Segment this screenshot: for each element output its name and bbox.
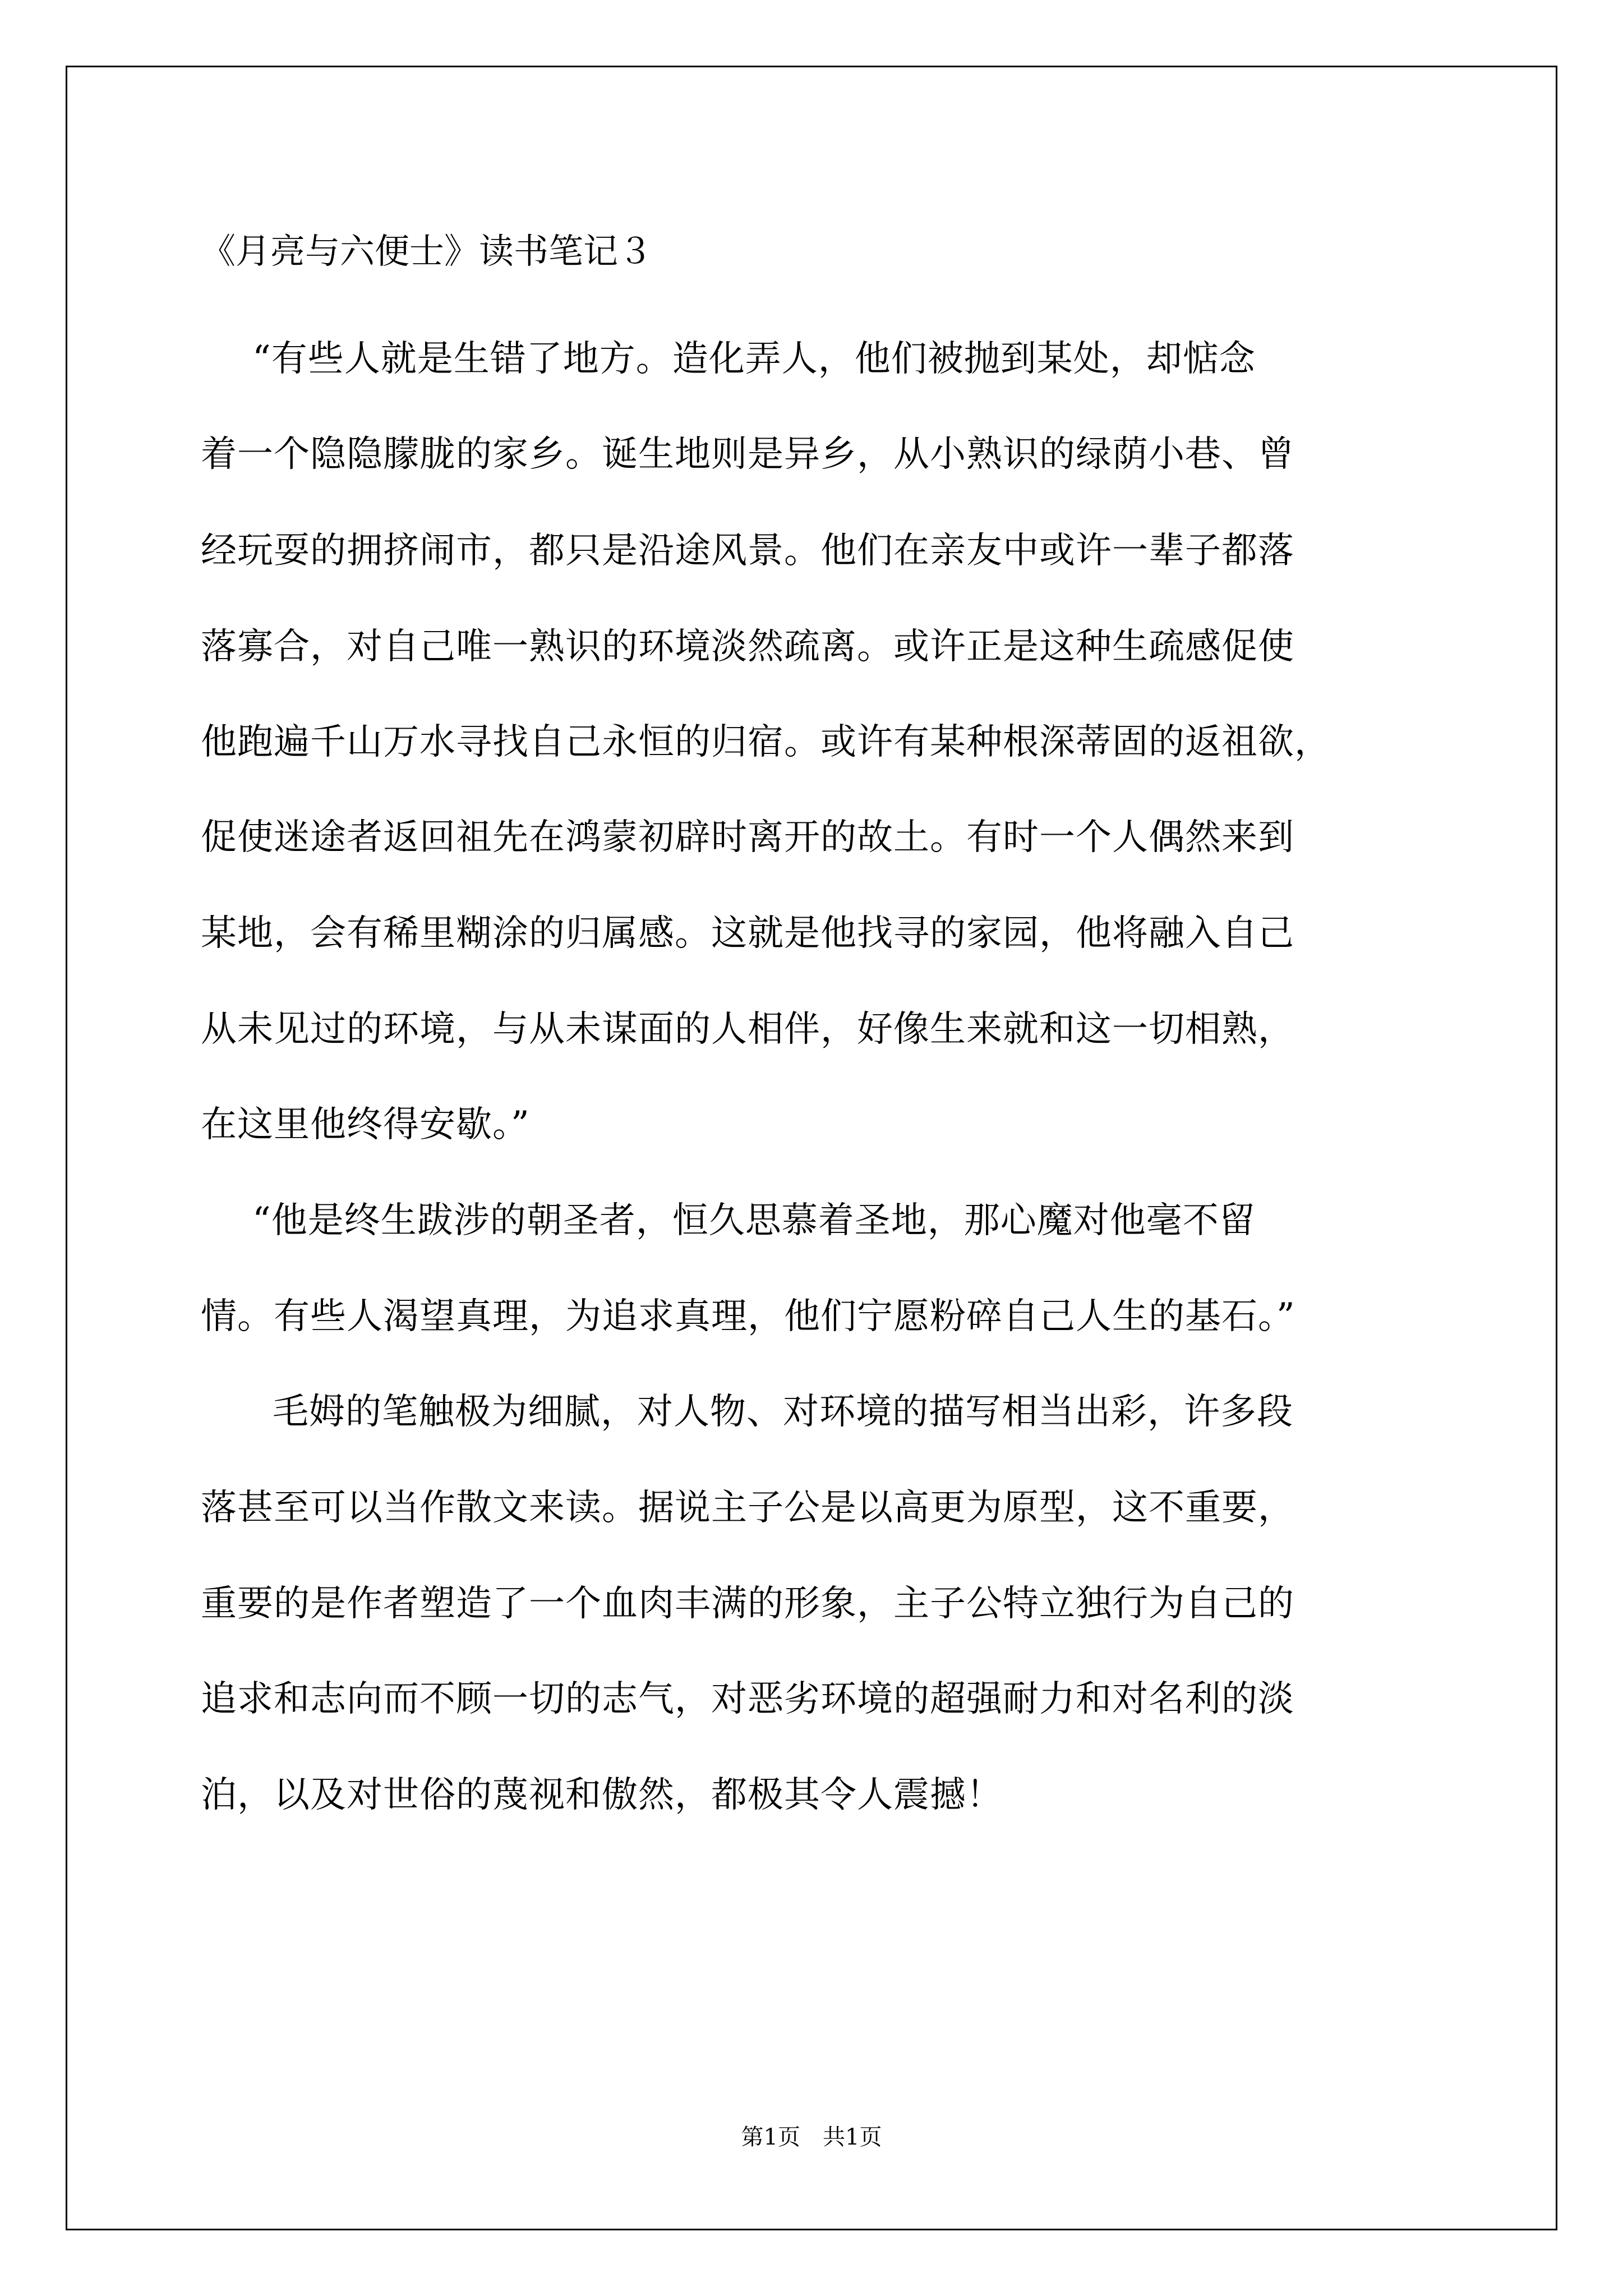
- document-title: 《月亮与六便士》读书笔记３: [201, 231, 653, 272]
- paragraph-line: 重要的是作者塑造了一个血肉丰满的形象，主子公特立独行为自己的: [201, 1583, 1294, 1625]
- paragraph-line: 从未见过的环境，与从未谋面的人相伴，好像生来就和这一切相熟，: [201, 1009, 1294, 1050]
- paragraph-line: 落寡合，对自己唯一熟识的环境淡然疏离。或许正是这种生疏感促使: [201, 626, 1294, 668]
- paragraph-line: 某地，会有稀里糊涂的归属感。这就是他找寻的家园，他将融入自己: [201, 913, 1294, 954]
- paragraph-line: 泊，以及对世俗的蔑视和傲然，都极其令人震撼！: [201, 1774, 1003, 1816]
- paragraph-line: 情。有些人渴望真理，为追求真理，他们宁愿粉碎自己人生的基石。”: [201, 1296, 1295, 1337]
- paragraph-line: 落甚至可以当作散文来读。据说主子公是以高更为原型，这不重要，: [201, 1487, 1294, 1529]
- paragraph-line: 在这里他终得安歇。”: [201, 1104, 530, 1145]
- paragraph-line: “有些人就是生错了地方。造化弄人，他们被抛到某处，却惦念: [252, 338, 1256, 380]
- page-footer: 第1页 共1页: [741, 2124, 882, 2150]
- paragraph-line: 着一个隐隐朦胧的家乡。诞生地则是异乡，从小熟识的绿荫小巷、曾: [201, 434, 1294, 475]
- paragraph-line: 促使迷途者返回祖先在鸿蒙初辟时离开的故土。有时一个人偶然来到: [201, 817, 1294, 858]
- paragraph-line: 毛姆的笔触极为细腻，对人物、对环境的描写相当出彩，许多段: [273, 1391, 1293, 1433]
- paragraph-line: 经玩耍的拥挤闹市，都只是沿途风景。他们在亲友中或许一辈子都落: [201, 530, 1294, 572]
- paragraph-line: 追求和志向而不顾一切的志气，对恶劣环境的超强耐力和对名利的淡: [201, 1678, 1294, 1720]
- paragraph-line: “他是终生跋涉的朝圣者，恒久思慕着圣地，那心魔对他毫不留: [252, 1200, 1256, 1241]
- paragraph-line: 他跑遍千山万水寻找自己永恒的归宿。或许有某种根深蒂固的返祖欲，: [201, 721, 1331, 763]
